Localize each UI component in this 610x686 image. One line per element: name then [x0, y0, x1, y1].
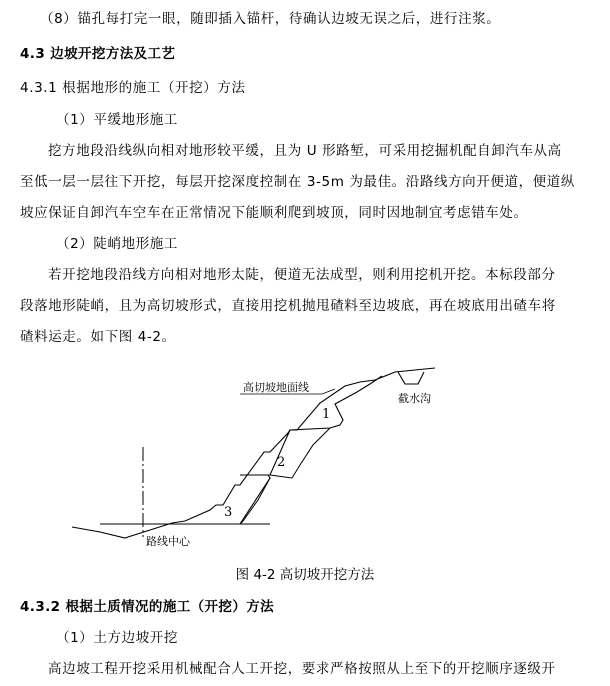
paragraph-steep-line-2: 段落地形陡峭，且为高切坡形式，直接用挖机抛甩碴料至边坡底，再在坡底用出碴车将 — [20, 298, 556, 314]
subsection-heading-4-3-2: 4.3.2 根据土质情况的施工（开挖）方法 — [20, 599, 275, 615]
ditch-label: 截水沟 — [398, 392, 431, 405]
excavation-step-profile — [240, 376, 382, 524]
step-2-boundary — [270, 428, 330, 478]
step-3-label: 3 — [224, 505, 233, 520]
slope-line-label: 高切坡地面线 — [243, 381, 309, 394]
figure-caption: 图 4-2 高切坡开挖方法 — [235, 567, 375, 583]
item-heading-earth-slope: （1）土方边坡开挖 — [56, 630, 178, 646]
high-slope-excavation-diagram — [60, 360, 460, 560]
paragraph-steep-line-1: 若开挖地段沿线方向相对地形太陡，便道无法成型，则利用挖机开挖。本标段部分 — [48, 267, 556, 283]
paragraph-flat-line-3: 坡应保证自卸汽车空车在正常情况下能顺利爬到坡顶，同时因地制宜考虑错车处。 — [20, 205, 528, 221]
paragraph-flat-line-1: 挖方地段沿线纵向相对地形较平缓，且为 U 形路堑，可采用挖掘机配自卸汽车从高 — [48, 143, 562, 159]
step-2-label: 2 — [277, 455, 286, 470]
step-1-label: 1 — [322, 407, 331, 422]
route-center-label: 路线中心 — [146, 535, 190, 548]
paragraph-flat-line-2: 至低一层一层往下开挖，每层开挖深度控制在 3-5m 为最佳。沿路线方向开便道，便道纵 — [20, 174, 575, 190]
paragraph-earth-line-1: 高边坡工程开挖采用机械配合人工开挖，要求严格按照从上至下的开挖顺序逐级开 — [48, 661, 556, 677]
drainage-ditch-shape — [398, 372, 424, 384]
item-heading-flat-terrain: （1）平缓地形施工 — [56, 112, 178, 128]
step-8-paragraph: （8）锚孔每打完一眼，随即插入锚杆，待确认边坡无误之后，进行注浆。 — [40, 11, 501, 27]
item-heading-steep-terrain: （2）陡峭地形施工 — [56, 236, 178, 252]
slope-label-leader-tick — [322, 389, 335, 394]
paragraph-steep-line-3: 碴料运走。如下图 4-2。 — [20, 329, 176, 345]
subsection-heading-4-3-1: 4.3.1 根据地形的施工（开挖）方法 — [20, 80, 246, 96]
section-heading-4-3: 4.3 边坡开挖方法及工艺 — [20, 46, 176, 62]
